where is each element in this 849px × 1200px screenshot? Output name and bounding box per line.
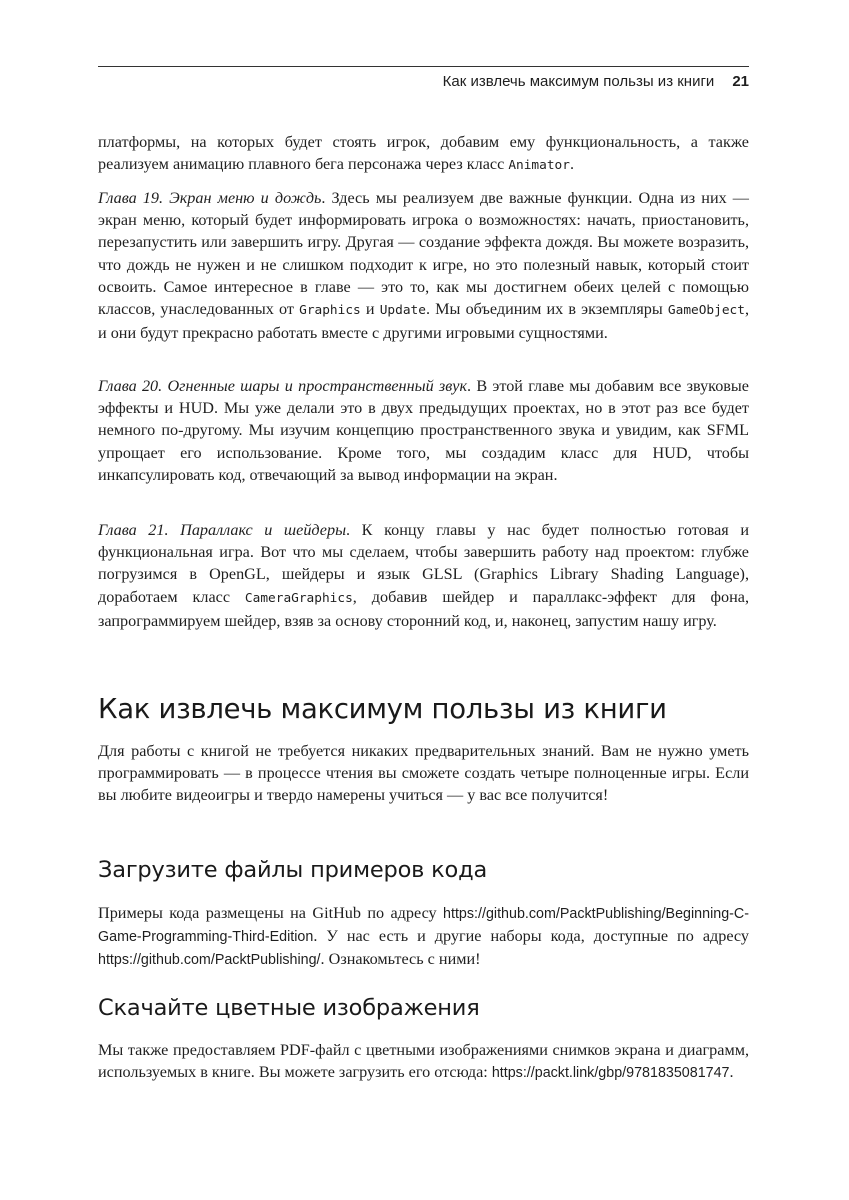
- chapter-21-text-2: , добавив шейдер и параллакс-эффект для фона, запрограммируем шейдер, взяв за основу сторонний код, и, наконец, запустим нашу игру.: [98, 587, 749, 630]
- chapter-19-text-3: , и они будут прекрасно работать вместе с другими игровыми сущностями.: [98, 300, 749, 343]
- chapter-19-and: и: [360, 300, 380, 319]
- paragraph-text-end: .: [569, 155, 574, 174]
- header-rule: [98, 66, 749, 67]
- chapter-19-text-2: . Мы объединим их в экземпляры: [425, 300, 668, 319]
- paragraph-download: [98, 902, 749, 972]
- color-images-link[interactable]: https://packt.link/gbp/9781835081747: [491, 1065, 730, 1082]
- section-heading-main: Как извлечь максимум пользы из книги: [98, 693, 667, 725]
- paragraph-text: платформы, на которых будет стоять игрок, добавим ему функциональность, а также реализуем анимацию плавного бега персонажа через класс: [98, 133, 749, 174]
- paragraph-section-main: Для работы с книгой не требуется никаких предварительных знаний. Вам не нужно уметь программировать — в процессе чтения вы сможете создать четыре полноценные игры. Если вы любите видеоигры и твердо намерены учиться — у вас все получится!: [98, 742, 749, 805]
- chapter-19-text: . Здесь мы реализуем две важные функции. Одна из них — экран меню, который будет информировать игрока о возможностях: начать, приостановить, перезапустить или завершить игру. Другая — создание эффекта дождя. Вы можете возразить, что дождь не нужен и не слишком подходит к игре, но это полезный навык, который стоит освоить. Самое интересное в главе — это то, как мы достигнем обеих целей с помощью классов, унаследованных от: [98, 189, 749, 319]
- paragraph-chapter-20: [98, 375, 749, 486]
- chapter-20-text: . В этой главе мы добавим все звуковые эффекты и HUD. Мы уже делали это в двух предыдущих проектах, но в этот раз все будет немного по-другому. Мы изучим концепцию пространственного звука и увидим, как SFML упрощает его использование. Кроме того, мы создадим класс для HUD, чтобы инкапсулировать код, отвечающий за вывод информации на экран.: [98, 377, 749, 484]
- running-head-title: Как извлечь максимум пользы из книги: [442, 73, 715, 90]
- section-heading-images: Скачайте цветные изображения: [98, 995, 480, 1021]
- chapter-21-text: . К концу главы у нас будет полностью готовая и функциональная игра. Вот что мы сделаем, чтобы завершить работу над проектом: глубже погрузимся в OpenGL, шейдеры и язык GLSL (Graphics Library Shading Language), доработаем класс: [98, 521, 749, 606]
- paragraph-chapter-19: [98, 187, 749, 344]
- code-graphics: Graphics: [299, 303, 361, 319]
- paragraph-chapter-21: [98, 519, 749, 632]
- page-number: 21: [732, 73, 749, 90]
- code-update: Update: [379, 303, 426, 319]
- chapter-19-title: Глава 19. Экран меню и дождь: [98, 189, 322, 207]
- github-repo-link[interactable]: https://github.com/PacktPublishing/Beginning-C-Game-Programming-Third-Edition: [98, 906, 749, 946]
- code-animator: Animator: [508, 158, 570, 174]
- paragraph-intro-continued: [98, 131, 749, 177]
- code-cameragraphics: CameraGraphics: [244, 590, 353, 606]
- download-text-2: . У нас есть и другие наборы кода, доступные по адресу: [313, 927, 749, 946]
- github-org-link[interactable]: https://github.com/PacktPublishing/: [98, 952, 321, 969]
- images-text: Мы также предоставляем PDF-файл с цветными изображениями снимков экрана и диаграмм, используемых в книге. Вы можете загрузить его отсюда:: [98, 1041, 749, 1082]
- download-text: Примеры кода размещены на GitHub по адресу: [98, 904, 444, 922]
- paragraph-images: [98, 1039, 749, 1084]
- code-gameobject: GameObject: [667, 303, 745, 319]
- download-text-3: . Ознакомьтесь с ними!: [320, 950, 481, 969]
- images-text-end: .: [729, 1063, 734, 1082]
- chapter-21-title: Глава 21. Параллакс и шейдеры: [98, 521, 347, 539]
- running-head: [98, 72, 749, 92]
- chapter-20-title: Глава 20. Огненные шары и пространственный звук: [98, 377, 468, 395]
- section-heading-download: Загрузите файлы примеров кода: [98, 857, 488, 883]
